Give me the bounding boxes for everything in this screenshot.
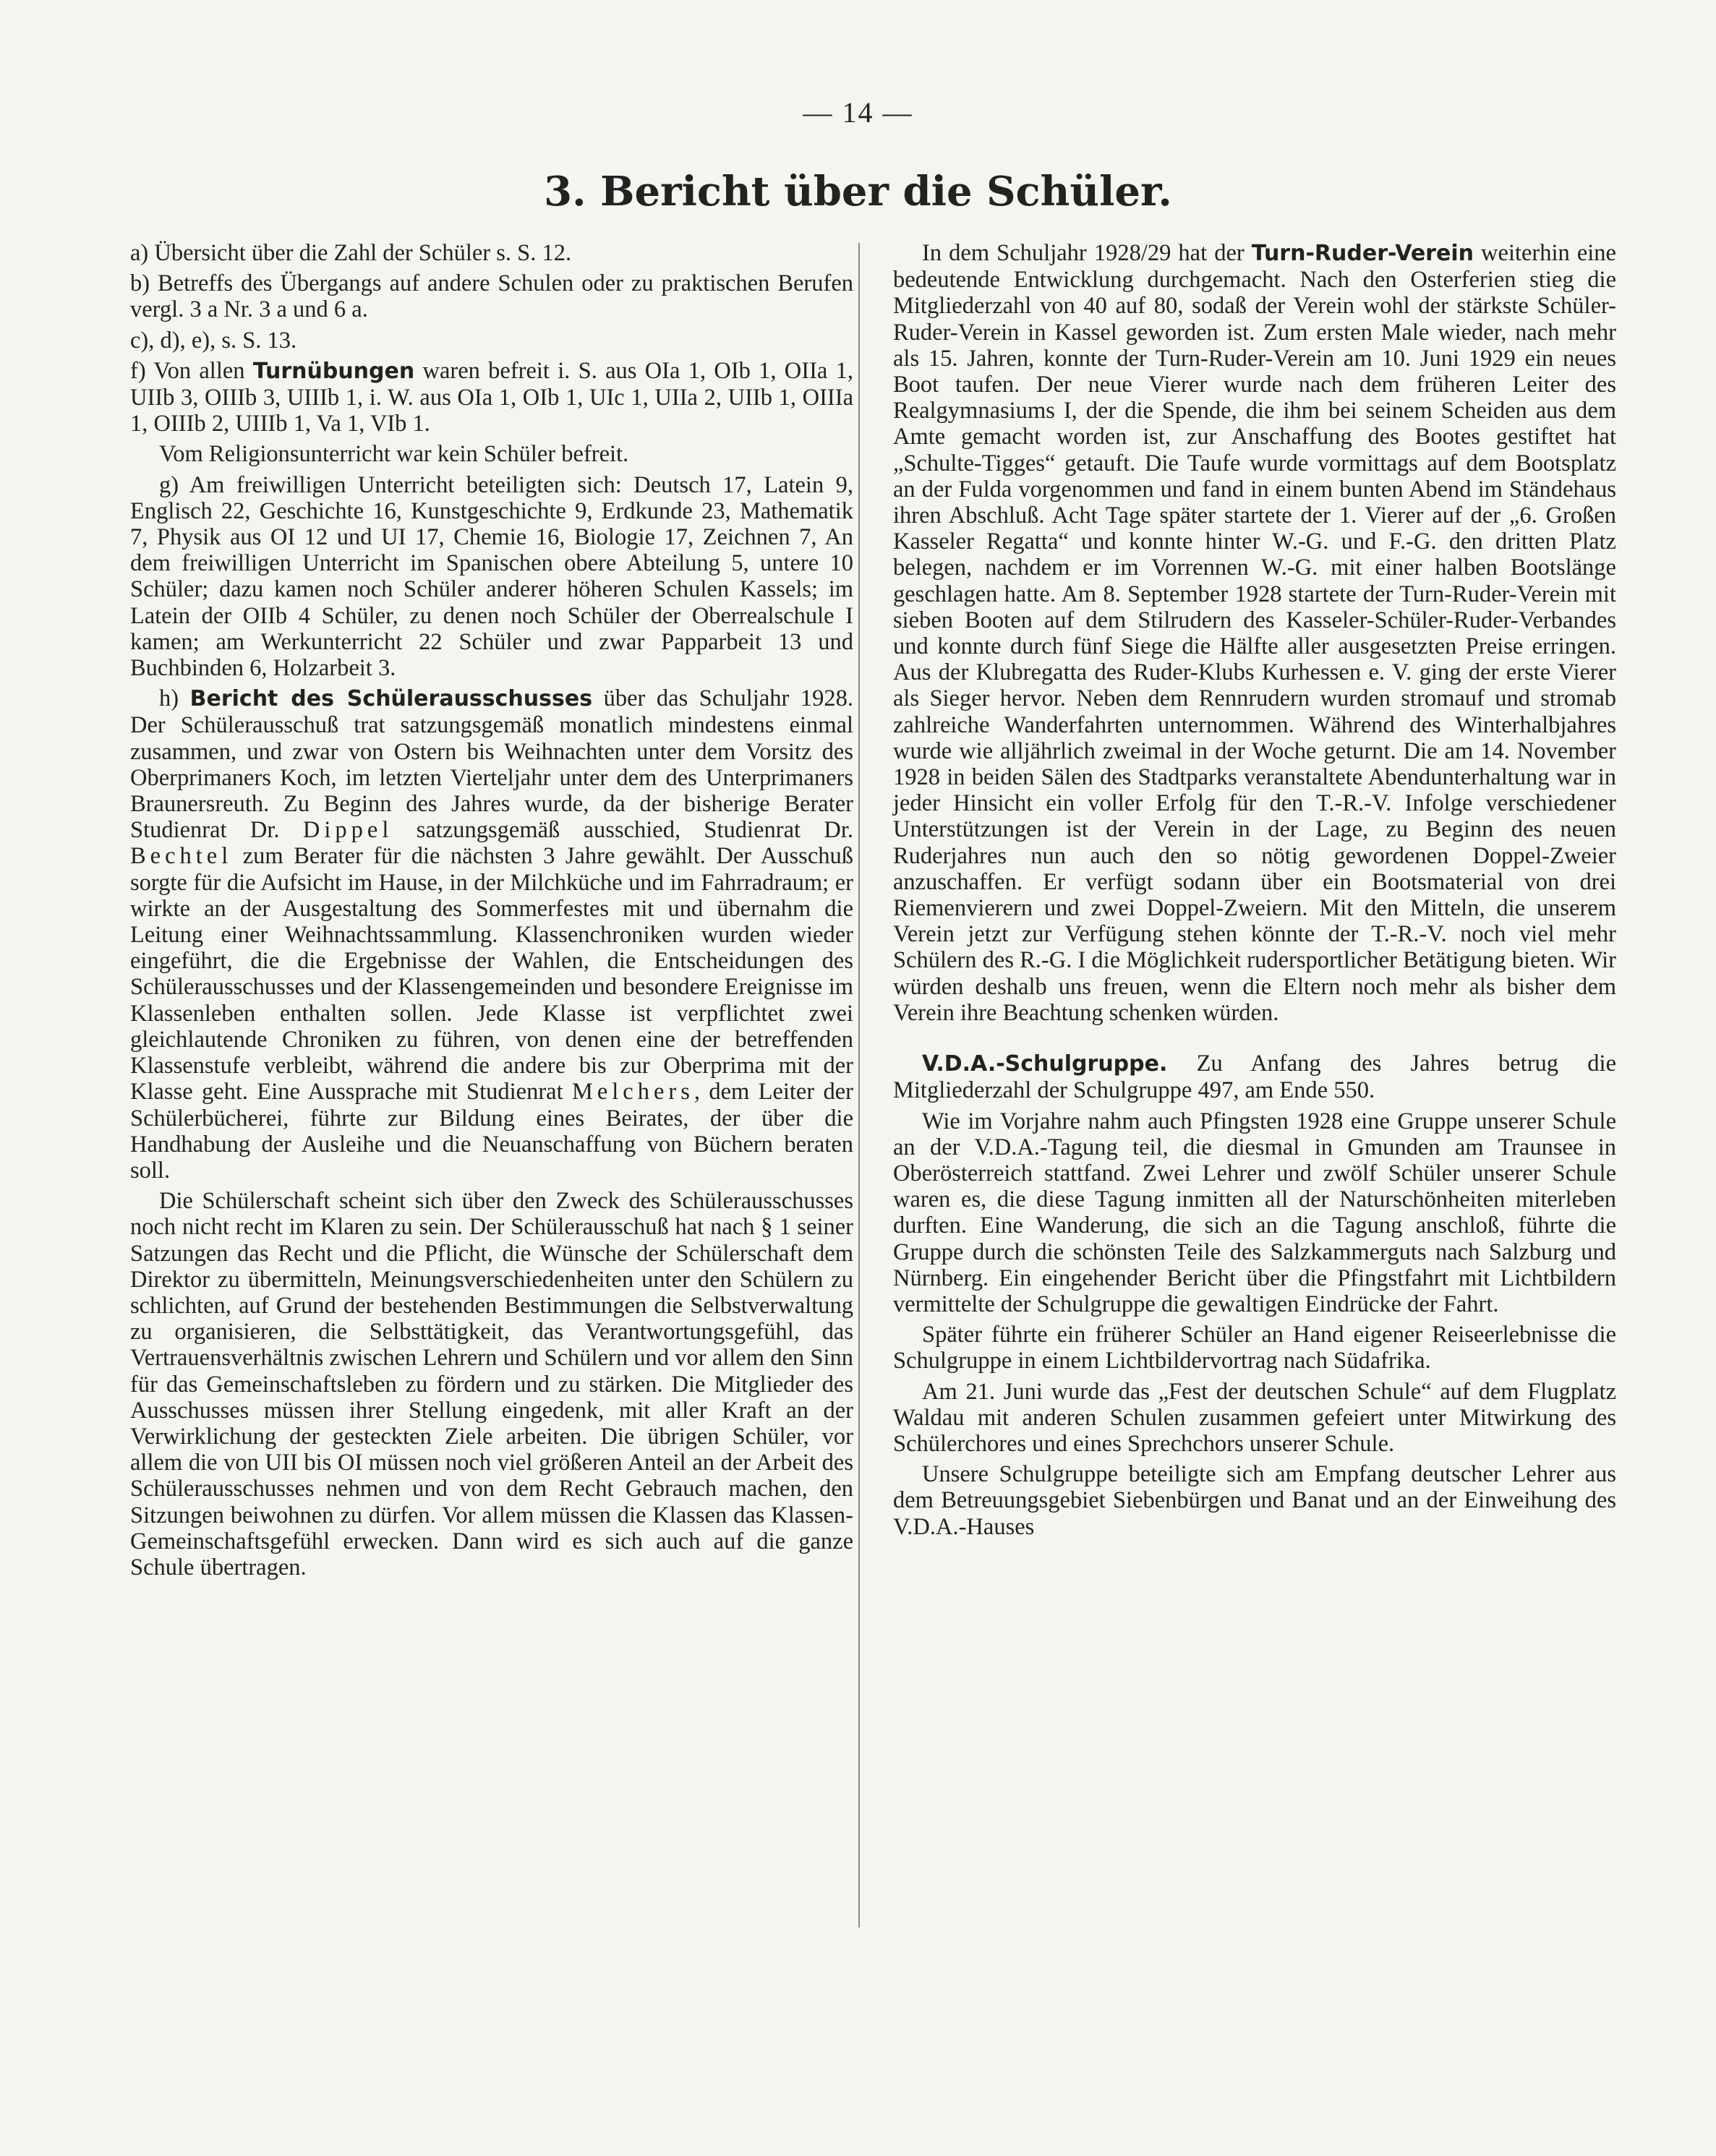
paragraph-a: a) Übersicht über die Zahl der Schüler s. S. 12. bbox=[130, 240, 572, 266]
paragraph-g: g) Am freiwilligen Unterricht beteiligten sich: Deutsch 17, Latein 9, Englisch 22, Geschichte 16, Kunstgeschichte 9, Erdkunde 23, Mathematik 7, Physik aus OI 12 und UI 17, Chemie 16, Biologie 17, Zeichnen 7, An dem freiwilligen Unterricht im Spanischen obere Abteilung 5, untere 10 Schüler; dazu kamen noch Schüler anderer höheren Schulen Kassels; im Latein der OIIb 4 Schüler, zu denen noch Schüler der Oberrealschule I kamen; am Werkunterricht 22 Schüler und zwar Papparbeit 13 und Buchbinden 6, Holzarbeit 3. bbox=[130, 471, 853, 682]
paragraph-h-c: zum Berater für die nächsten 3 Jahre gewählt. Der Ausschuß sorgte für die Aufsicht im Hause, in der Milchküche und im Fahrradraum; er wirkte an der Ausgestaltung des Sommerfestes mit und übernahm die Leitung einer Weihnachtssammlung. Klassenchroniken wurden wieder eingeführt, die die Ergebnisse der Wahlen, die Entscheidungen des Schülerausschusses und der Klassengemeinden und besondere Ereignisse im Klassenleben enthalten sollen. Jede Klasse ist verpflichtet zwei gleichlautende Chroniken zu führen, von denen eine der betreffenden Klassenstufe verbleibt, während die andere bis zur Oberprima mit der Klasse geht. Eine Aussprache mit Studienrat bbox=[130, 843, 853, 1105]
paragraph-vda bbox=[893, 1051, 1616, 1103]
ruderverein-lead: In dem Schuljahr 1928/29 hat der bbox=[922, 240, 1252, 266]
vda-schulgruppe-heading: V.D.A.-Schulgruppe. bbox=[922, 1051, 1168, 1077]
paragraph-empfang: Unsere Schulgruppe beteiligte sich am Empfang deutscher Lehrer aus dem Betreuungsgebiet Siebenbürgen und Banat und an der Einweihung des V.D.A.-Hauses bbox=[893, 1461, 1616, 1540]
paragraph-f bbox=[130, 358, 853, 437]
turn-ruder-verein-heading: Turn-Ruder-Verein bbox=[1251, 241, 1474, 266]
name-melchers: Melchers bbox=[571, 1079, 694, 1105]
paragraph-h-lead: h) bbox=[159, 685, 190, 712]
paragraph-pfingsten: Wie im Vorjahre nahm auch Pfingsten 1928 eine Gruppe unserer Schule an der V.D.A.-Tagung teil, die diesmal in Gmunden am Traunsee in Oberösterreich stattfand. Zwei Lehrer und zwölf Schüler unserer Schule waren es, die diese Tagung inmitten all der Naturschönheiten miterleben durften. Eine Wanderung, die sich an die Tagung anschloß, führte die Gruppe durch die schönsten Teile des Salzkammerguts nach Salzburg und Nürnberg. Ein eingehender Bericht über die Pfingstfahrt mit Lichtbildern vermittelte der Schulgruppe die gewaltigen Eindrücke der Fahrt. bbox=[893, 1108, 1616, 1317]
paragraph-religion: Vom Religionsunterricht war kein Schüler befreit. bbox=[159, 441, 629, 468]
paragraph-h-a: über das Schuljahr 1928. Der Schülerausschuß trat satzungsgemäß monatlich mindestens einmal zusammen, und zwar von Ostern bis Weihnachten unter dem Vorsitz des Oberprimaners Koch, im letzten Vierteljahr unter dem des Unterprimaners Braunersreuth. Zu Beginn des Jahres wurde, da der bisherige Berater Studienrat Dr. bbox=[130, 685, 853, 844]
paragraph-ruderverein bbox=[893, 240, 1616, 1026]
paragraph-f-rest: waren befreit i. S. aus OIa 1, OIb 1, OIIa 1, UIIb 3, OIIIb 3, UIIIb 1, i. W. aus OIa 1, OIb 1, UIc 1, UIIa 2, UIIb 1, OIIIa 1, OIIIb 2, UIIIb 1, Va 1, VIb 1. bbox=[130, 357, 853, 437]
name-dippel: Dippel bbox=[302, 817, 393, 844]
paragraph-i: Die Schülerschaft scheint sich über den Zweck des Schülerausschusses noch nicht recht im Klaren zu sein. Der Schülerausschuß hat nach § 1 seiner Satzungen das Recht und die Pflicht, die Wünsche der Schülerschaft dem Direktor zu übermitteln, Meinungsverschiedenheiten unter den Schülern zu schlichten, auf Grund der bestehenden Bestimmungen die Selbstverwaltung zu organisieren, die Selbsttätigkeit, das Verantwortungsgefühl, das Vertrauensverhältnis zwischen Lehrern und Schülern und vor allem den Sinn für das Gemeinschaftsleben zu fördern und zu stärken. Die Mitglieder des Ausschusses müssen ihrer Stellung eingedenk, mit aller Kraft an der Verwirklichung der gesteckten Ziele arbeiten. Die übrigen Schüler, vor allem die von UII bis OI müssen noch viel größeren Anteil an der Arbeit des Schülerausschusses nehmen und von dem Recht Gebrauch machen, den Sitzungen beiwohnen zu dürfen. Vor allem müssen die Klassen das Klassen-Gemeinschaftsgefühl erwecken. Dann wird es sich auch auf die ganze Schule übertragen. bbox=[130, 1188, 853, 1580]
paragraph-h bbox=[130, 685, 853, 1184]
paragraph-h-b: satzungsgemäß ausschied, Studienrat Dr. bbox=[393, 817, 853, 844]
column-divider bbox=[858, 243, 860, 1928]
paragraph-h-d: , dem Leiter der Schülerbücherei, führte zur Bildung eines Beirates, der über die Handhabung der Ausleihe und die Neuanschaffung von Büchern beraten soll. bbox=[130, 1079, 853, 1184]
paragraph-fest: Am 21. Juni wurde das „Fest der deutschen Schule“ auf dem Flugplatz Waldau mit anderen Schulen zusammen gefeiert unter Mitwirkung des Schülerchores und eines Sprechchors unserer Schule. bbox=[893, 1378, 1616, 1457]
section-title: 3. Bericht über die Schüler. bbox=[544, 168, 1172, 215]
paragraph-b: b) Betreffs des Übergangs auf andere Schulen oder zu praktischen Berufen vergl. 3 a Nr. 3 a und 6 a. bbox=[130, 270, 853, 323]
turnuebungen-heading: Turnübungen bbox=[252, 358, 415, 384]
paragraph-f-lead: f) Von allen bbox=[130, 357, 253, 384]
name-bechtel: Bechtel bbox=[130, 843, 233, 870]
right-column bbox=[893, 240, 1616, 1544]
paragraph-suedafrika: Später führte ein früherer Schüler an Hand eigener Reiseerlebnisse die Schulgruppe in einem Lichtbildervortrag nach Südafrika. bbox=[893, 1322, 1616, 1374]
paragraph-c: c), d), e), s. S. 13. bbox=[130, 327, 297, 354]
left-column bbox=[130, 240, 853, 1585]
page-number: — 14 — bbox=[803, 96, 913, 129]
vda-rest: Zu Anfang des Jahres betrug die Mitgliederzahl der Schulgruppe 497, am Ende 550. bbox=[893, 1051, 1616, 1104]
schuelerausschuss-heading: Bericht des Schülerausschusses bbox=[189, 686, 593, 712]
ruderverein-rest: weiterhin eine bedeutende Entwicklung durchgemacht. Nach den Osterferien stieg die Mitgliederzahl von 40 auf 80, sodaß der Verein wohl der stärkste Schüler-Ruder-Verein in Kassel geworden ist. Zum ersten Male wieder, nach mehr als 15. Jahren, konnte der Turn-Ruder-Verein am 10. Juni 1929 ein neues Boot taufen. Der neue Vierer wurde nach dem früheren Leiter des Realgymnasiums I, der die Spende, die ihm bei seinem Scheiden aus dem Amte gemacht worden ist, zur Anschaffung des Bootes gestiftet hat „Schulte-Tigges“ getauft. Die Taufe wurde vormittags auf dem Bootsplatz an der Fulda vorgenommen und fand in einem bunten Abend im Ständehaus ihren Abschluß. Acht Tage später startete der 1. Vierer auf der „6. Großen Kasseler Regatta“ und konnte hinter W.-G. und F.-G. den dritten Platz belegen, nachdem er im Vorrennen W.-G. mit einer halben Bootslänge geschlagen hatte. Am 8. September 1928 startete der Turn-Ruder-Verein mit sieben Booten auf dem Stilrudern des Kasseler-Schüler-Ruder-Verbandes und konnte durch fünf Siege die Hälfte aller ausgesetzten Preise erringen. Aus der Klubregatta des Ruder-Klubs Kurhessen e. V. ging der erste Vierer als Sieger hervor. Neben dem Rennrudern wurden stromauf und stromab zahlreiche Wanderfahrten unternommen. Während des Winterhalbjahres wurde wie alljährlich zweimal in der Woche geturnt. Die am 14. November 1928 in beiden Sälen des Stadtparks veranstaltete Abendunterhaltung war in jeder Hinsicht ein voller Erfolg für den T.-R.-V. Infolge verschiedener Unterstützungen ist der Verein in der Lage, zu Beginn des neuen Ruderjahres nun auch den so nötig gewordenen Doppel-Zweier anzuschaffen. Er verfügt sodann über ein Bootsmaterial von drei Riemenvierern und zwei Doppel-Zweiern. Mit den Mitteln, die unserem Verein jetzt zur Verfügung stehen könnte der T.-R.-V. noch viel mehr Schülern des R.-G. I die Möglichkeit rudersportlicher Betätigung bieten. Wir würden deshalb uns freuen, wenn die Eltern noch mehr als bisher dem Verein ihre Beachtung schenken würden. bbox=[893, 240, 1616, 1026]
